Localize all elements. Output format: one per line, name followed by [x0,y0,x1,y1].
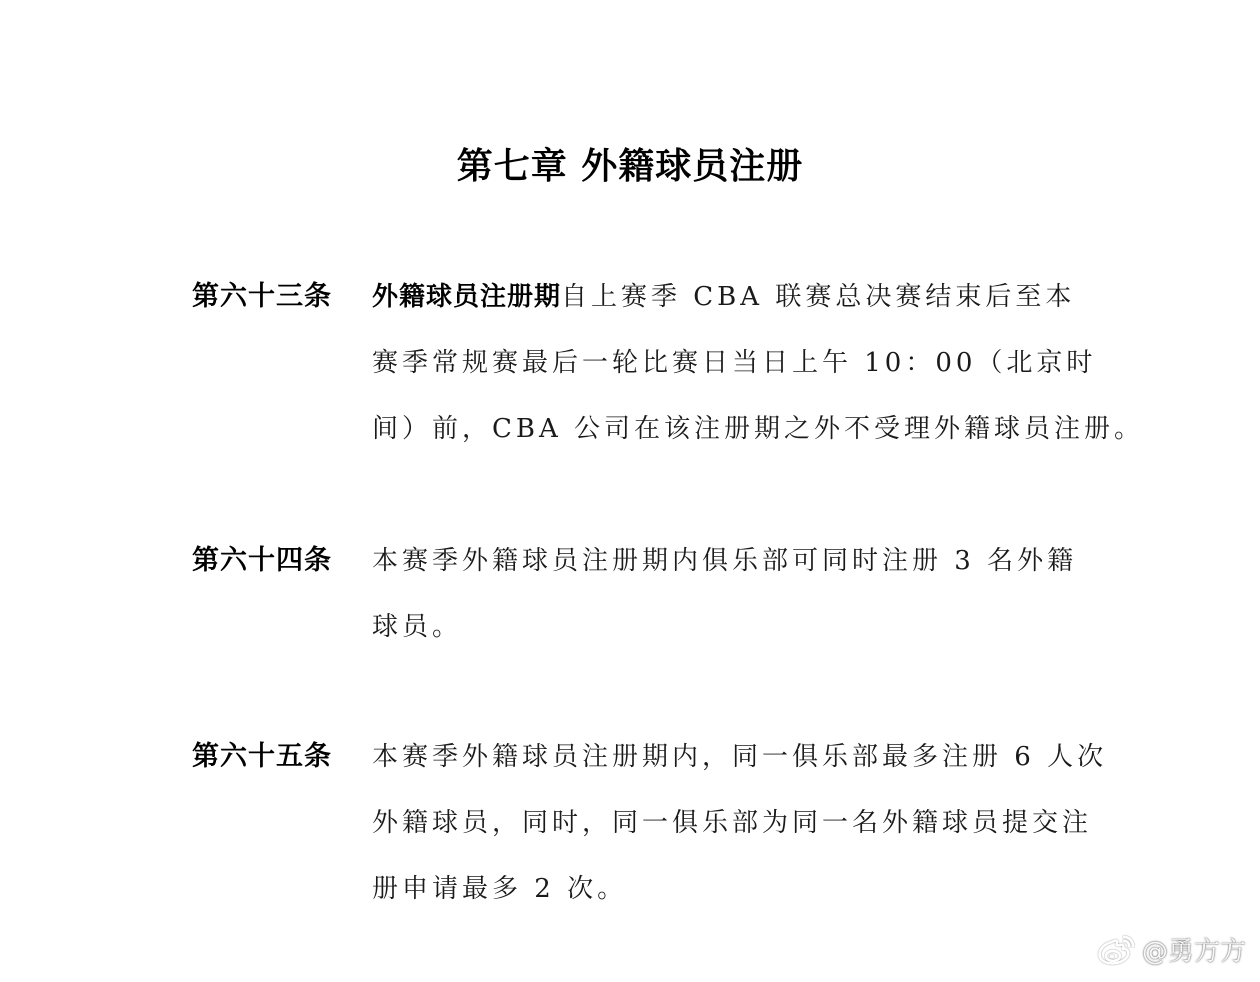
article-body [372,264,1145,462]
article-text: 自上赛季 CBA 联赛总决赛结束后至本 [561,282,1076,312]
watermark-handle: @勇方方 [1141,937,1246,967]
watermark [1096,931,1246,968]
article-number: 第六十三条 [192,281,332,312]
article-line: 间）前，CBA 公司在该注册期之外不受理外籍球员注册。 [372,414,1145,444]
article-lead-term: 外籍球员注册期 [372,282,562,312]
article-body [372,528,1078,660]
article-line: 球员。 [372,612,463,642]
article-line: 赛季常规赛最后一轮比赛日当日上午 10：00（北京时 [372,348,1097,378]
article-body [372,724,1108,922]
article-number: 第六十五条 [192,741,332,772]
weibo-icon [1096,934,1136,966]
article-line: 外籍球员，同时，同一俱乐部为同一名外籍球员提交注 [372,808,1093,838]
chapter-title: 第七章 外籍球员注册 [456,146,804,187]
article-number: 第六十四条 [192,545,332,576]
article-line: 本赛季外籍球员注册期内，同一俱乐部最多注册 6 人次 [372,742,1108,772]
article-line: 册申请最多 2 次。 [372,874,628,904]
article-line [372,264,1076,330]
article-line: 本赛季外籍球员注册期内俱乐部可同时注册 3 名外籍 [372,546,1078,576]
